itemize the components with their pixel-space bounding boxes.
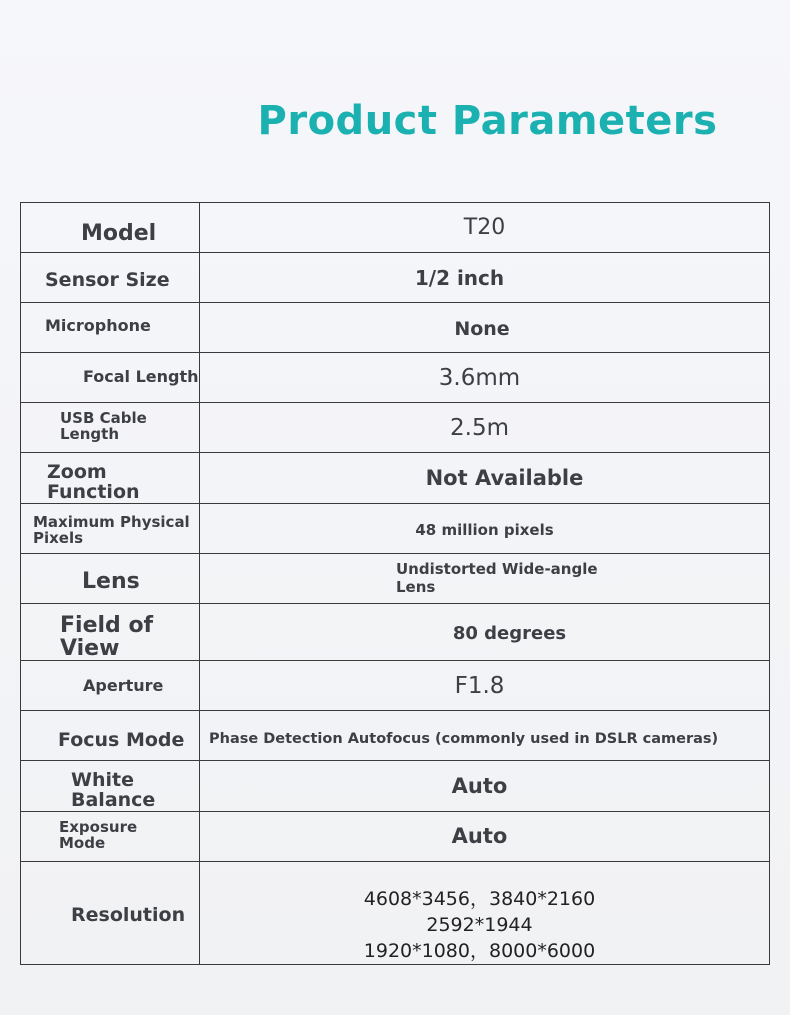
row-label: Lens [21,553,200,603]
row-value: 80 degrees [200,603,770,660]
table-row [21,603,770,660]
row-label: Maximum Physical Pixels [21,503,200,553]
row-label: Sensor Size [21,253,200,303]
row-value: None [200,303,770,353]
row-value: 48 million pixels [200,503,770,553]
row-label: Exposure Mode [21,811,200,861]
table-row [21,303,770,353]
row-label: Zoom Function [21,453,200,504]
page-title: Product Parameters [257,98,718,144]
table-row [21,761,770,812]
table-row [21,711,770,761]
table-row [21,353,770,403]
table-row [21,503,770,553]
table-row [21,861,770,964]
row-value: Phase Detection Autofocus (commonly used in DSLR cameras) [200,711,770,761]
row-value: 3.6mm [200,353,770,403]
row-value: F1.8 [200,661,770,711]
row-label: Resolution [21,861,200,964]
resolution-line: 2592*1944 [426,913,533,936]
table-row [21,253,770,303]
row-label: Microphone [21,303,200,353]
row-label: Focal Length [21,353,200,403]
table-row [21,553,770,603]
row-label: Aperture [21,661,200,711]
row-value: Auto [200,761,770,812]
resolution-line: 1920*1080，8000*6000 [363,939,596,962]
row-value: Not Available [200,453,770,504]
row-value: T20 [200,203,770,253]
parameters-table [20,202,770,965]
row-value: 2.5m [200,403,770,453]
row-value [200,861,770,964]
table-row [21,661,770,711]
row-value: Undistorted Wide-angle Lens [200,553,770,603]
resolution-line: 4608*3456，3840*2160 [363,887,596,910]
row-label: Focus Mode [21,711,200,761]
table-row [21,453,770,504]
row-label: White Balance [21,761,200,812]
row-value: 1/2 inch [200,253,770,303]
row-value: Auto [200,811,770,861]
table-row [21,403,770,453]
row-label: Field of View [21,603,200,660]
row-label: Model [21,203,200,253]
row-label: USB Cable Length [21,403,200,453]
table-row [21,811,770,861]
table-row [21,203,770,253]
